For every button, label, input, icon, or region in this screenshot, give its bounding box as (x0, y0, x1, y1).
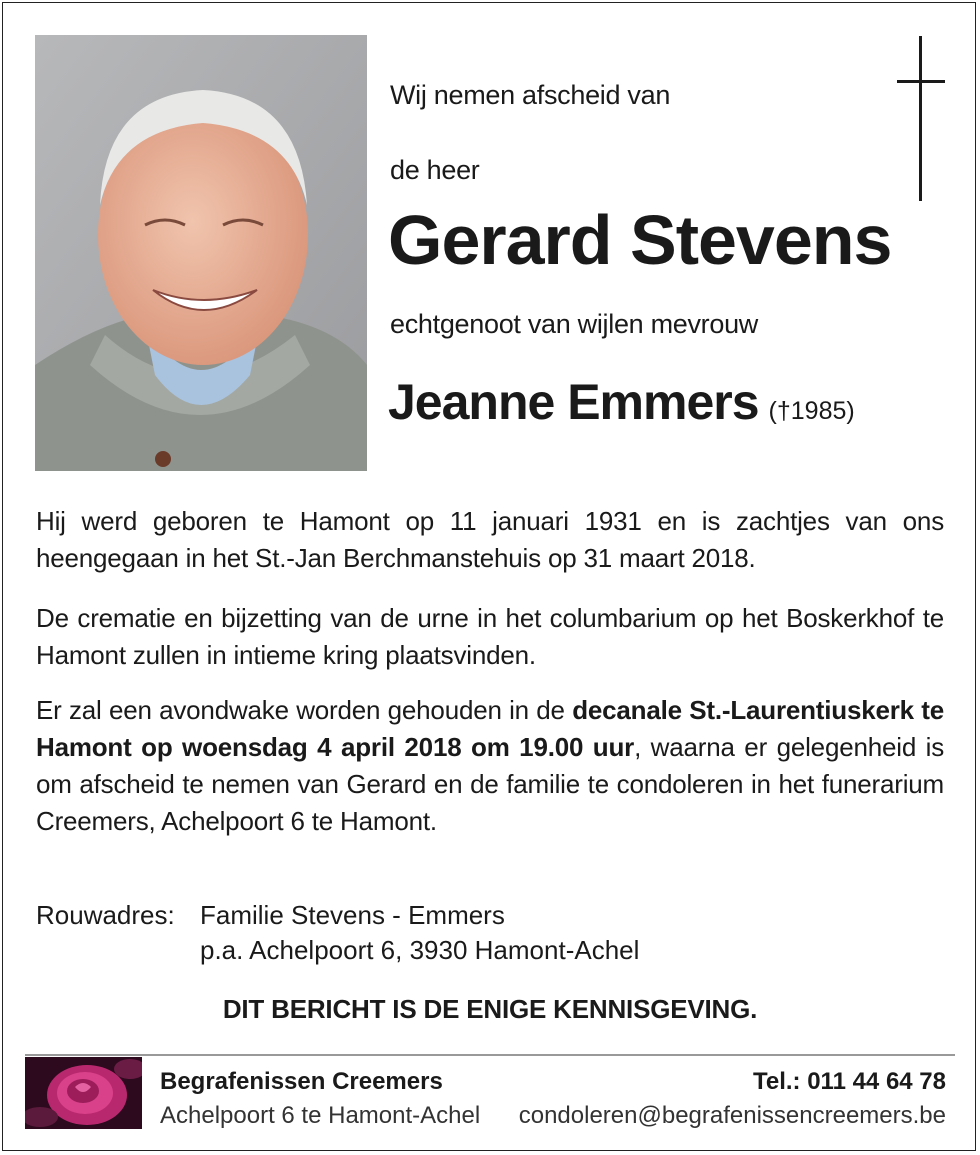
birth-paragraph: Hij werd geboren te Hamont op 11 januari 1931 en is zachtjes van ons heengegaan in het St.-Jan Berchmanstehuis op 31 maart 2018. (36, 506, 944, 573)
funeral-home-phone: Tel.: 011 44 64 78 (752, 1068, 946, 1095)
intro-line-1: Wij nemen afscheid van (390, 80, 671, 110)
deceased-name: Gerard Stevens (388, 201, 892, 279)
funeral-home-address: Achelpoort 6 te Hamont-Achel (160, 1102, 481, 1129)
mourning-address-line-2: p.a. Achelpoort 6, 3930 Hamont-Achel (200, 935, 640, 965)
spouse-death-note: (†1985) (768, 397, 855, 425)
funeral-home-email[interactable]: condoleren@begrafenissencreemers.be (518, 1102, 946, 1129)
cross-icon (897, 36, 945, 201)
rose-image (25, 1057, 142, 1129)
wake-text-post: , waarna er gelegenheid is om afscheid te nemen van Gerard en de familie te condoleren in het funerarium Creemers, Achelpoort 6 te Hamont. (36, 732, 945, 836)
wake-text-pre: Er zal een avondwake worden gehouden in de (36, 695, 573, 725)
footer-divider (25, 1054, 955, 1056)
intro-line-3: echtgenoot van wijlen mevrouw (390, 309, 759, 339)
funeral-home-name: Begrafenissen Creemers (160, 1068, 443, 1095)
spouse-name: Jeanne Emmers (388, 374, 759, 430)
intro-line-2: de heer (390, 155, 480, 185)
mourning-address-label: Rouwadres: (36, 900, 175, 930)
portrait-photo (35, 35, 367, 471)
cremation-paragraph: De crematie en bijzetting van de urne in het columbarium op het Boskerkhof te Hamont zullen in intieme kring plaatsvinden. (36, 603, 944, 670)
spouse-line (388, 374, 855, 430)
wake-paragraph (36, 692, 944, 840)
mourning-address-line-1: Familie Stevens - Emmers (200, 900, 505, 930)
only-notice-statement: DIT BERICHT IS DE ENIGE KENNISGEVING. (222, 994, 758, 1024)
wake-location-time: decanale St.-Laurentiuskerk te Hamont op woensdag 4 april 2018 om 19.00 uur (36, 695, 945, 762)
